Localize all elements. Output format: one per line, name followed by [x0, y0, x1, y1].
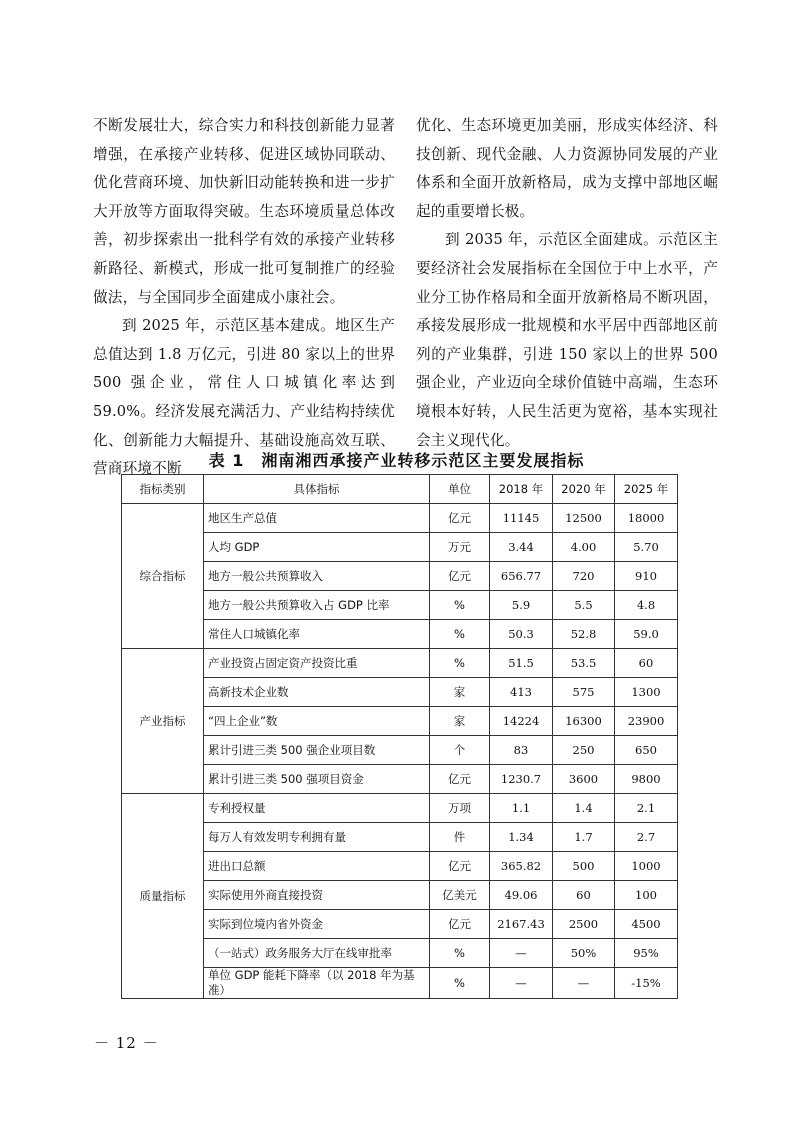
value-2020-cell: 60 — [553, 881, 615, 910]
value-2025-cell: 95% — [615, 939, 678, 968]
unit-cell: 万元 — [430, 533, 490, 562]
indicator-name-cell: 地方一般公共预算收入占 GDP 比率 — [204, 591, 430, 620]
value-2018-cell: 14224 — [490, 707, 553, 736]
table-row — [122, 649, 678, 678]
table-row — [122, 765, 678, 794]
value-2020-cell: — — [553, 968, 615, 999]
unit-cell: 家 — [430, 707, 490, 736]
unit-cell: 个 — [430, 736, 490, 765]
indicator-name-cell: 进出口总额 — [204, 852, 430, 881]
table-row — [122, 794, 678, 823]
table-row — [122, 823, 678, 852]
unit-cell: 亿美元 — [430, 881, 490, 910]
value-2018-cell: 1230.7 — [490, 765, 553, 794]
paragraph: 不断发展壮大，综合实力和科技创新能力显著增强，在承接产业转移、促进区域协同联动、优化营商环境、加快新旧动能转换和进一步扩大开放等方面取得突破。生态环境质量总体改善，初步探索出一批科学有效的承接产业转移新路径、新模式，形成一批可复制推广的经验做法，与全国同步全面建成小康社会。 — [93, 117, 395, 306]
value-2025-cell: 60 — [615, 649, 678, 678]
value-2020-cell: 250 — [553, 736, 615, 765]
unit-cell: 万项 — [430, 794, 490, 823]
value-2018-cell: 3.44 — [490, 533, 553, 562]
unit-cell: 亿元 — [430, 910, 490, 939]
indicator-name-cell: 地区生产总值 — [204, 504, 430, 533]
indicator-name-cell: （一站式）政务服务大厅在线审批率 — [204, 939, 430, 968]
value-2020-cell: 1.7 — [553, 823, 615, 852]
table-row — [122, 707, 678, 736]
header-category: 指标类别 — [122, 475, 204, 504]
table-row — [122, 910, 678, 939]
indicator-name-cell: 人均 GDP — [204, 533, 430, 562]
value-2025-cell: 5.70 — [615, 533, 678, 562]
indicators-table — [121, 474, 678, 999]
value-2020-cell: 4.00 — [553, 533, 615, 562]
unit-cell: 亿元 — [430, 765, 490, 794]
value-2020-cell: 2500 — [553, 910, 615, 939]
table-row — [122, 968, 678, 999]
value-2018-cell: 656.77 — [490, 562, 553, 591]
page-number: － 12 － — [94, 1034, 159, 1052]
value-2020-cell: 52.8 — [553, 620, 615, 649]
value-2018-cell: 1.34 — [490, 823, 553, 852]
unit-cell: % — [430, 620, 490, 649]
table-row — [122, 852, 678, 881]
table-row — [122, 504, 678, 533]
value-2020-cell: 12500 — [553, 504, 615, 533]
value-2018-cell: — — [490, 939, 553, 968]
indicator-name-cell: 每万人有效发明专利拥有量 — [204, 823, 430, 852]
indicator-name-cell: 常住人口城镇化率 — [204, 620, 430, 649]
value-2025-cell: 4500 — [615, 910, 678, 939]
value-2018-cell: 49.06 — [490, 881, 553, 910]
unit-cell: 亿元 — [430, 852, 490, 881]
indicator-name-cell: 产业投资占固定资产投资比重 — [204, 649, 430, 678]
value-2025-cell: -15% — [615, 968, 678, 999]
value-2020-cell: 16300 — [553, 707, 615, 736]
value-2018-cell: 11145 — [490, 504, 553, 533]
value-2025-cell: 1300 — [615, 678, 678, 707]
value-2018-cell: 2167.43 — [490, 910, 553, 939]
indicator-name-cell: 高新技术企业数 — [204, 678, 430, 707]
paragraph: 优化、生态环境更加美丽，形成实体经济、科技创新、现代金融、人力资源协同发展的产业体系和全面开放新格局，成为支撑中部地区崛起的重要增长极。 — [416, 117, 718, 220]
table-row — [122, 736, 678, 765]
indicator-name-cell: 累计引进三类 500 强企业项目数 — [204, 736, 430, 765]
unit-cell: % — [430, 939, 490, 968]
unit-cell: 件 — [430, 823, 490, 852]
value-2025-cell: 650 — [615, 736, 678, 765]
value-2020-cell: 3600 — [553, 765, 615, 794]
table-row — [122, 881, 678, 910]
value-2020-cell: 5.5 — [553, 591, 615, 620]
indicator-name-cell: 实际到位境内省外资金 — [204, 910, 430, 939]
value-2025-cell: 1000 — [615, 852, 678, 881]
indicator-name-cell: 单位 GDP 能耗下降率（以 2018 年为基准） — [204, 968, 430, 999]
unit-cell: 亿元 — [430, 504, 490, 533]
table-row — [122, 620, 678, 649]
unit-cell: % — [430, 649, 490, 678]
table-row — [122, 533, 678, 562]
table-row — [122, 562, 678, 591]
value-2018-cell: 1.1 — [490, 794, 553, 823]
left-text-column — [93, 112, 395, 484]
value-2018-cell: 413 — [490, 678, 553, 707]
table-row — [122, 591, 678, 620]
indicator-name-cell: 实际使用外商直接投资 — [204, 881, 430, 910]
value-2018-cell: 365.82 — [490, 852, 553, 881]
value-2020-cell: 500 — [553, 852, 615, 881]
unit-cell: % — [430, 968, 490, 999]
value-2020-cell: 720 — [553, 562, 615, 591]
paragraph: 到 2035 年，示范区全面建成。示范区主要经济社会发展指标在全国位于中上水平，产业分工协作格局和全面开放新格局不断巩固，承接发展形成一批规模和水平居中西部地区前列的产业集群，引进 150 家以上的世界 500 强企业，产业迈向全球价值链中高端，生态环境根本好转，人民生活更为宽裕，基本实现社会主义现代化。 — [416, 231, 718, 449]
value-2025-cell: 100 — [615, 881, 678, 910]
value-2018-cell: 50.3 — [490, 620, 553, 649]
table-row — [122, 678, 678, 707]
header-unit: 单位 — [430, 475, 490, 504]
indicator-name-cell: 地方一般公共预算收入 — [204, 562, 430, 591]
category-cell: 产业指标 — [122, 649, 204, 794]
indicator-name-cell: “四上企业”数 — [204, 707, 430, 736]
value-2025-cell: 18000 — [615, 504, 678, 533]
header-2025: 2025 年 — [615, 475, 678, 504]
indicator-name-cell: 专利授权量 — [204, 794, 430, 823]
table-row — [122, 939, 678, 968]
header-indicator: 具体指标 — [204, 475, 430, 504]
value-2020-cell: 50% — [553, 939, 615, 968]
header-2020: 2020 年 — [553, 475, 615, 504]
table-header-row — [122, 475, 678, 504]
header-2018: 2018 年 — [490, 475, 553, 504]
value-2018-cell: 51.5 — [490, 649, 553, 678]
value-2025-cell: 2.1 — [615, 794, 678, 823]
value-2018-cell: 5.9 — [490, 591, 553, 620]
value-2025-cell: 23900 — [615, 707, 678, 736]
unit-cell: 亿元 — [430, 562, 490, 591]
right-text-column — [416, 112, 718, 455]
value-2025-cell: 9800 — [615, 765, 678, 794]
value-2018-cell: — — [490, 968, 553, 999]
value-2020-cell: 1.4 — [553, 794, 615, 823]
value-2025-cell: 59.0 — [615, 620, 678, 649]
value-2018-cell: 83 — [490, 736, 553, 765]
category-cell: 质量指标 — [122, 794, 204, 999]
value-2020-cell: 53.5 — [553, 649, 615, 678]
indicator-name-cell: 累计引进三类 500 强项目资金 — [204, 765, 430, 794]
value-2025-cell: 2.7 — [615, 823, 678, 852]
value-2020-cell: 575 — [553, 678, 615, 707]
value-2025-cell: 4.8 — [615, 591, 678, 620]
table-title: 表 1 湘南湘西承接产业转移示范区主要发展指标 — [208, 451, 585, 470]
category-cell: 综合指标 — [122, 504, 204, 649]
unit-cell: % — [430, 591, 490, 620]
unit-cell: 家 — [430, 678, 490, 707]
paragraph: 到 2025 年，示范区基本建成。地区生产总值达到 1.8 万亿元，引进 80 家以上的世界 500 强企业，常住人口城镇化率达到 59.0%。经济发展充满活力、产业结构持续优化、创新能力大幅提升、基础设施高效互联、营商环境不断 — [93, 317, 395, 478]
value-2025-cell: 910 — [615, 562, 678, 591]
